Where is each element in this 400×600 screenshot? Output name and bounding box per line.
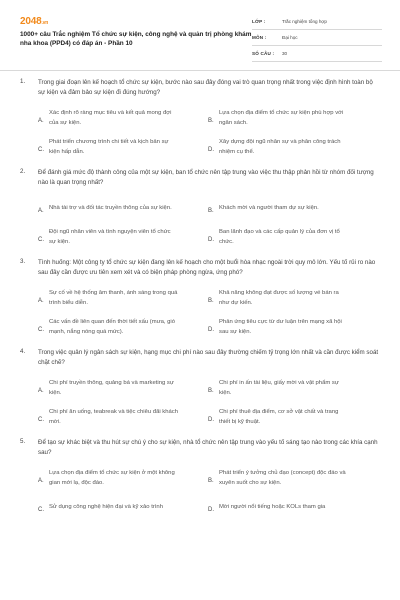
- header-divider: [0, 70, 400, 71]
- option-text: Xây dựng đội ngũ nhân sự và phân công trách nhiệm cụ thể.: [219, 139, 341, 155]
- meta-row-class: [252, 14, 382, 30]
- question-number: 4.: [20, 348, 26, 355]
- option-text: Lựa chọn địa điểm tổ chức sự kiện phù hợp với ngân sách.: [219, 110, 344, 126]
- option-b[interactable]: [208, 288, 378, 309]
- option-d[interactable]: [208, 497, 378, 518]
- option-letter: A.: [38, 297, 44, 304]
- option-letter: B.: [208, 297, 214, 304]
- option-letter: C.: [38, 506, 44, 513]
- option-letter: C.: [38, 416, 44, 423]
- logo-suffix: .vn: [41, 20, 49, 26]
- option-text: Sự cố về hệ thống âm thanh, ánh sáng trong quá trình biểu diễn.: [49, 290, 178, 306]
- options-grid: [38, 468, 378, 518]
- question-text: Trong việc quản lý ngân sách sự kiện, hạng mục chi phí nào sau đây thường chiếm tỷ trọng lớn nhất và cần được kiểm soát chặt chẽ?: [38, 349, 379, 366]
- option-letter: A.: [38, 387, 44, 394]
- option-text: Phát triển chương trình chi tiết và kịch bản sự kiện hấp dẫn.: [49, 139, 169, 155]
- option-a[interactable]: [38, 288, 208, 309]
- option-text: Lựa chọn địa điểm tổ chức sự kiện ở một không gian mới lạ, độc đáo.: [49, 470, 175, 486]
- option-letter: C.: [38, 146, 44, 153]
- meta-key: LỚP :: [252, 19, 266, 24]
- question-3: [0, 258, 400, 338]
- option-letter: B.: [208, 477, 214, 484]
- option-a[interactable]: [38, 108, 208, 129]
- option-text: Chi phí in ấn tài liệu, giấy mời và vật phẩm sự kiện.: [219, 380, 339, 396]
- option-text: Các vấn đề liên quan đến thời tiết xấu (mưa, gió mạnh, nắng nóng quá mức).: [49, 319, 176, 335]
- option-text: Chi phí thuê địa điểm, cơ sở vật chất và trang thiết bị kỹ thuật.: [219, 409, 339, 425]
- option-letter: C.: [38, 326, 44, 333]
- document-header: [0, 0, 400, 62]
- option-d[interactable]: [208, 407, 378, 428]
- question-text: Trong giai đoạn lên kế hoạch tổ chức sự kiện, bước nào sau đây đóng vai trò quan trọng nhất trong việc định hình toàn bộ sự kiện và đảm bảo sự kiện đi đúng hướng?: [38, 79, 373, 96]
- option-text: Mời người nổi tiếng hoặc KOLs tham gia: [219, 503, 326, 510]
- option-letter: B.: [208, 387, 214, 394]
- options-grid: [38, 378, 378, 428]
- option-text: Khách mời và người tham dự sự kiện.: [219, 204, 319, 211]
- question-2: [0, 168, 400, 248]
- question-text: Để đánh giá mức độ thành công của một sự kiện, ban tổ chức nên tập trung vào việc thu thập phản hồi từ nhóm đối tượng nào là quan trọng nhất?: [38, 169, 374, 186]
- logo-main: 2048: [20, 16, 42, 27]
- meta-key: SỐ CÂU :: [252, 51, 275, 56]
- meta-key: MÔN :: [252, 35, 267, 40]
- question-4: [0, 348, 400, 428]
- option-b[interactable]: [208, 378, 378, 399]
- meta-row-count: [252, 46, 382, 62]
- option-letter: D.: [208, 146, 214, 153]
- option-a[interactable]: [38, 468, 208, 489]
- option-letter: A.: [38, 117, 44, 124]
- option-letter: C.: [38, 236, 44, 243]
- option-text: Xác định rõ ràng mục tiêu và kết quả mong đợi của sự kiện.: [49, 110, 172, 126]
- question-5: [0, 438, 400, 518]
- option-c[interactable]: [38, 407, 208, 428]
- option-letter: D.: [208, 506, 214, 513]
- option-text: Đội ngũ nhân viên và tình nguyện viên tổ chức sự kiện.: [49, 229, 171, 245]
- question-number: 1.: [20, 78, 26, 85]
- question-number: 3.: [20, 258, 26, 265]
- meta-row-subject: [252, 30, 382, 46]
- option-letter: A.: [38, 207, 44, 214]
- option-text: Phản ứng tiêu cực từ dư luận trên mạng xã hội sau sự kiện.: [219, 319, 342, 335]
- option-letter: B.: [208, 207, 214, 214]
- question-text: Để tạo sự khác biệt và thu hút sự chú ý cho sự kiện, nhà tổ chức nên tập trung vào yếu tố sáng tạo nào trong các khía cạnh sau?: [38, 439, 378, 456]
- option-c[interactable]: [38, 317, 208, 338]
- meta-value: Đại học: [282, 35, 298, 40]
- option-a[interactable]: [38, 198, 208, 219]
- option-text: Nhà tài trợ và đối tác truyền thông của sự kiện.: [49, 204, 172, 211]
- question-text: Tình huống: Một công ty tổ chức sự kiện đang lên kế hoạch cho một buổi hòa nhạc ngoài trời quy mô lớn. Yếu tố rủi ro nào sau đây cần được ưu tiên xem xét và có biện pháp phòng ngừa, ứng phó?: [38, 259, 376, 276]
- question-list: [0, 78, 400, 528]
- meta-value: 30: [282, 51, 288, 56]
- option-c[interactable]: [38, 497, 208, 518]
- option-letter: D.: [208, 236, 214, 243]
- option-text: Ban lãnh đạo và các cấp quản lý của đơn vị tổ chức.: [219, 229, 340, 245]
- question-1: [0, 78, 400, 158]
- options-grid: [38, 198, 378, 248]
- options-grid: [38, 108, 378, 158]
- site-logo[interactable]: [20, 16, 48, 27]
- option-letter: D.: [208, 326, 214, 333]
- option-b[interactable]: [208, 468, 378, 489]
- document-title: 1000+ câu Trắc nghiệm Tổ chức sự kiện, công nghệ và quản trị phòng khám nha khoa (PPD4) có đáp án - Phần 10: [20, 31, 252, 47]
- option-text: Chi phí truyền thông, quảng bá và marketing sự kiện.: [49, 380, 174, 396]
- options-grid: [38, 288, 378, 338]
- option-letter: A.: [38, 477, 44, 484]
- option-text: Sử dụng công nghệ hiện đại và kỹ xảo trình: [49, 503, 163, 510]
- option-text: Chi phí ăn uống, teabreak và tiệc chiêu đãi khách mời.: [49, 409, 179, 425]
- option-c[interactable]: [38, 137, 208, 158]
- option-letter: D.: [208, 416, 214, 423]
- option-b[interactable]: [208, 108, 378, 129]
- option-d[interactable]: [208, 317, 378, 338]
- option-a[interactable]: [38, 378, 208, 399]
- option-text: Phát triển ý tưởng chủ đạo (concept) độc đáo và xuyên suốt cho sự kiện.: [219, 470, 346, 486]
- option-c[interactable]: [38, 227, 208, 248]
- option-text: Khả năng không đạt được số lượng vé bán ra như dự kiến.: [219, 290, 339, 306]
- option-b[interactable]: [208, 198, 378, 219]
- question-number: 5.: [20, 438, 26, 445]
- option-d[interactable]: [208, 227, 378, 248]
- option-letter: B.: [208, 117, 214, 124]
- option-d[interactable]: [208, 137, 378, 158]
- question-number: 2.: [20, 168, 26, 175]
- meta-value: Trắc nghiệm tổng hợp: [282, 19, 327, 24]
- meta-table: [252, 14, 382, 62]
